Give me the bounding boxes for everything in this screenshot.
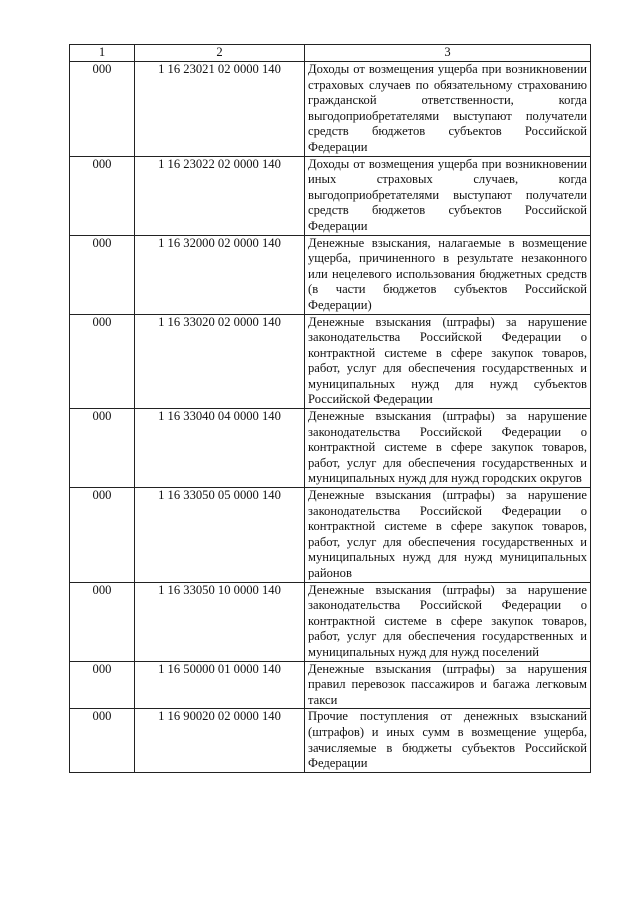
code-cell: 000 — [70, 314, 135, 409]
table-row — [70, 582, 591, 661]
table-row — [70, 709, 591, 772]
description-cell: Денежные взыскания (штрафы) за нарушения правил перевозок пассажиров и багажа легковым такси — [305, 661, 591, 709]
description-cell: Доходы от возмещения ущерба при возникновении иных страховых случаев, когда выгодоприобретателями выступают получатели средств бюджетов субъектов Российской Федерации — [305, 156, 591, 235]
code-cell: 000 — [70, 235, 135, 314]
description-cell: Денежные взыскания (штрафы) за нарушение законодательства Российской Федерации о контрактной системе в сфере закупок товаров, работ, услуг для обеспечения государственных и муниципальных нужд для нужд субъектов Российской Федерации — [305, 314, 591, 409]
code-cell: 000 — [70, 62, 135, 157]
kbk-cell: 1 16 50000 01 0000 140 — [135, 661, 305, 709]
description-cell: Доходы от возмещения ущерба при возникновении страховых случаев по обязательному страхованию гражданской ответственности, когда выгодоприобретателями выступают получатели средств бюджетов субъектов Российской Федерации — [305, 62, 591, 157]
description-cell: Денежные взыскания (штрафы) за нарушение законодательства Российской Федерации о контрактной системе в сфере закупок товаров, работ, услуг для обеспечения государственных и муниципальных нужд для нужд поселений — [305, 582, 591, 661]
kbk-cell: 1 16 23021 02 0000 140 — [135, 62, 305, 157]
kbk-cell: 1 16 23022 02 0000 140 — [135, 156, 305, 235]
kbk-cell: 1 16 33050 05 0000 140 — [135, 488, 305, 583]
description-cell: Денежные взыскания, налагаемые в возмещение ущерба, причиненного в результате незаконного или нецелевого использования бюджетных средств (в части бюджетов субъектов Российской Федерации) — [305, 235, 591, 314]
kbk-cell: 1 16 90020 02 0000 140 — [135, 709, 305, 772]
table-row — [70, 156, 591, 235]
kbk-cell: 1 16 33040 04 0000 140 — [135, 409, 305, 488]
table-row — [70, 314, 591, 409]
table-row — [70, 409, 591, 488]
table-row — [70, 62, 591, 157]
header-col-2: 2 — [135, 45, 305, 62]
code-cell: 000 — [70, 156, 135, 235]
header-col-1: 1 — [70, 45, 135, 62]
code-cell: 000 — [70, 709, 135, 772]
code-cell: 000 — [70, 582, 135, 661]
table-row — [70, 488, 591, 583]
revenue-codes-table — [69, 44, 591, 773]
table-header-row — [70, 45, 591, 62]
document-page — [69, 44, 590, 773]
header-col-3: 3 — [305, 45, 591, 62]
table-row — [70, 661, 591, 709]
description-cell: Денежные взыскания (штрафы) за нарушение законодательства Российской Федерации о контрактной системе в сфере закупок товаров, работ, услуг для обеспечения государственных и муниципальных нужд для нужд городских округов — [305, 409, 591, 488]
code-cell: 000 — [70, 409, 135, 488]
code-cell: 000 — [70, 488, 135, 583]
kbk-cell: 1 16 33050 10 0000 140 — [135, 582, 305, 661]
table-row — [70, 235, 591, 314]
code-cell: 000 — [70, 661, 135, 709]
description-cell: Денежные взыскания (штрафы) за нарушение законодательства Российской Федерации о контрактной системе в сфере закупок товаров, работ, услуг для обеспечения государственных и муниципальных нужд для нужд муниципальных районов — [305, 488, 591, 583]
kbk-cell: 1 16 33020 02 0000 140 — [135, 314, 305, 409]
kbk-cell: 1 16 32000 02 0000 140 — [135, 235, 305, 314]
description-cell: Прочие поступления от денежных взысканий (штрафов) и иных сумм в возмещение ущерба, зачисляемые в бюджеты субъектов Российской Федерации — [305, 709, 591, 772]
